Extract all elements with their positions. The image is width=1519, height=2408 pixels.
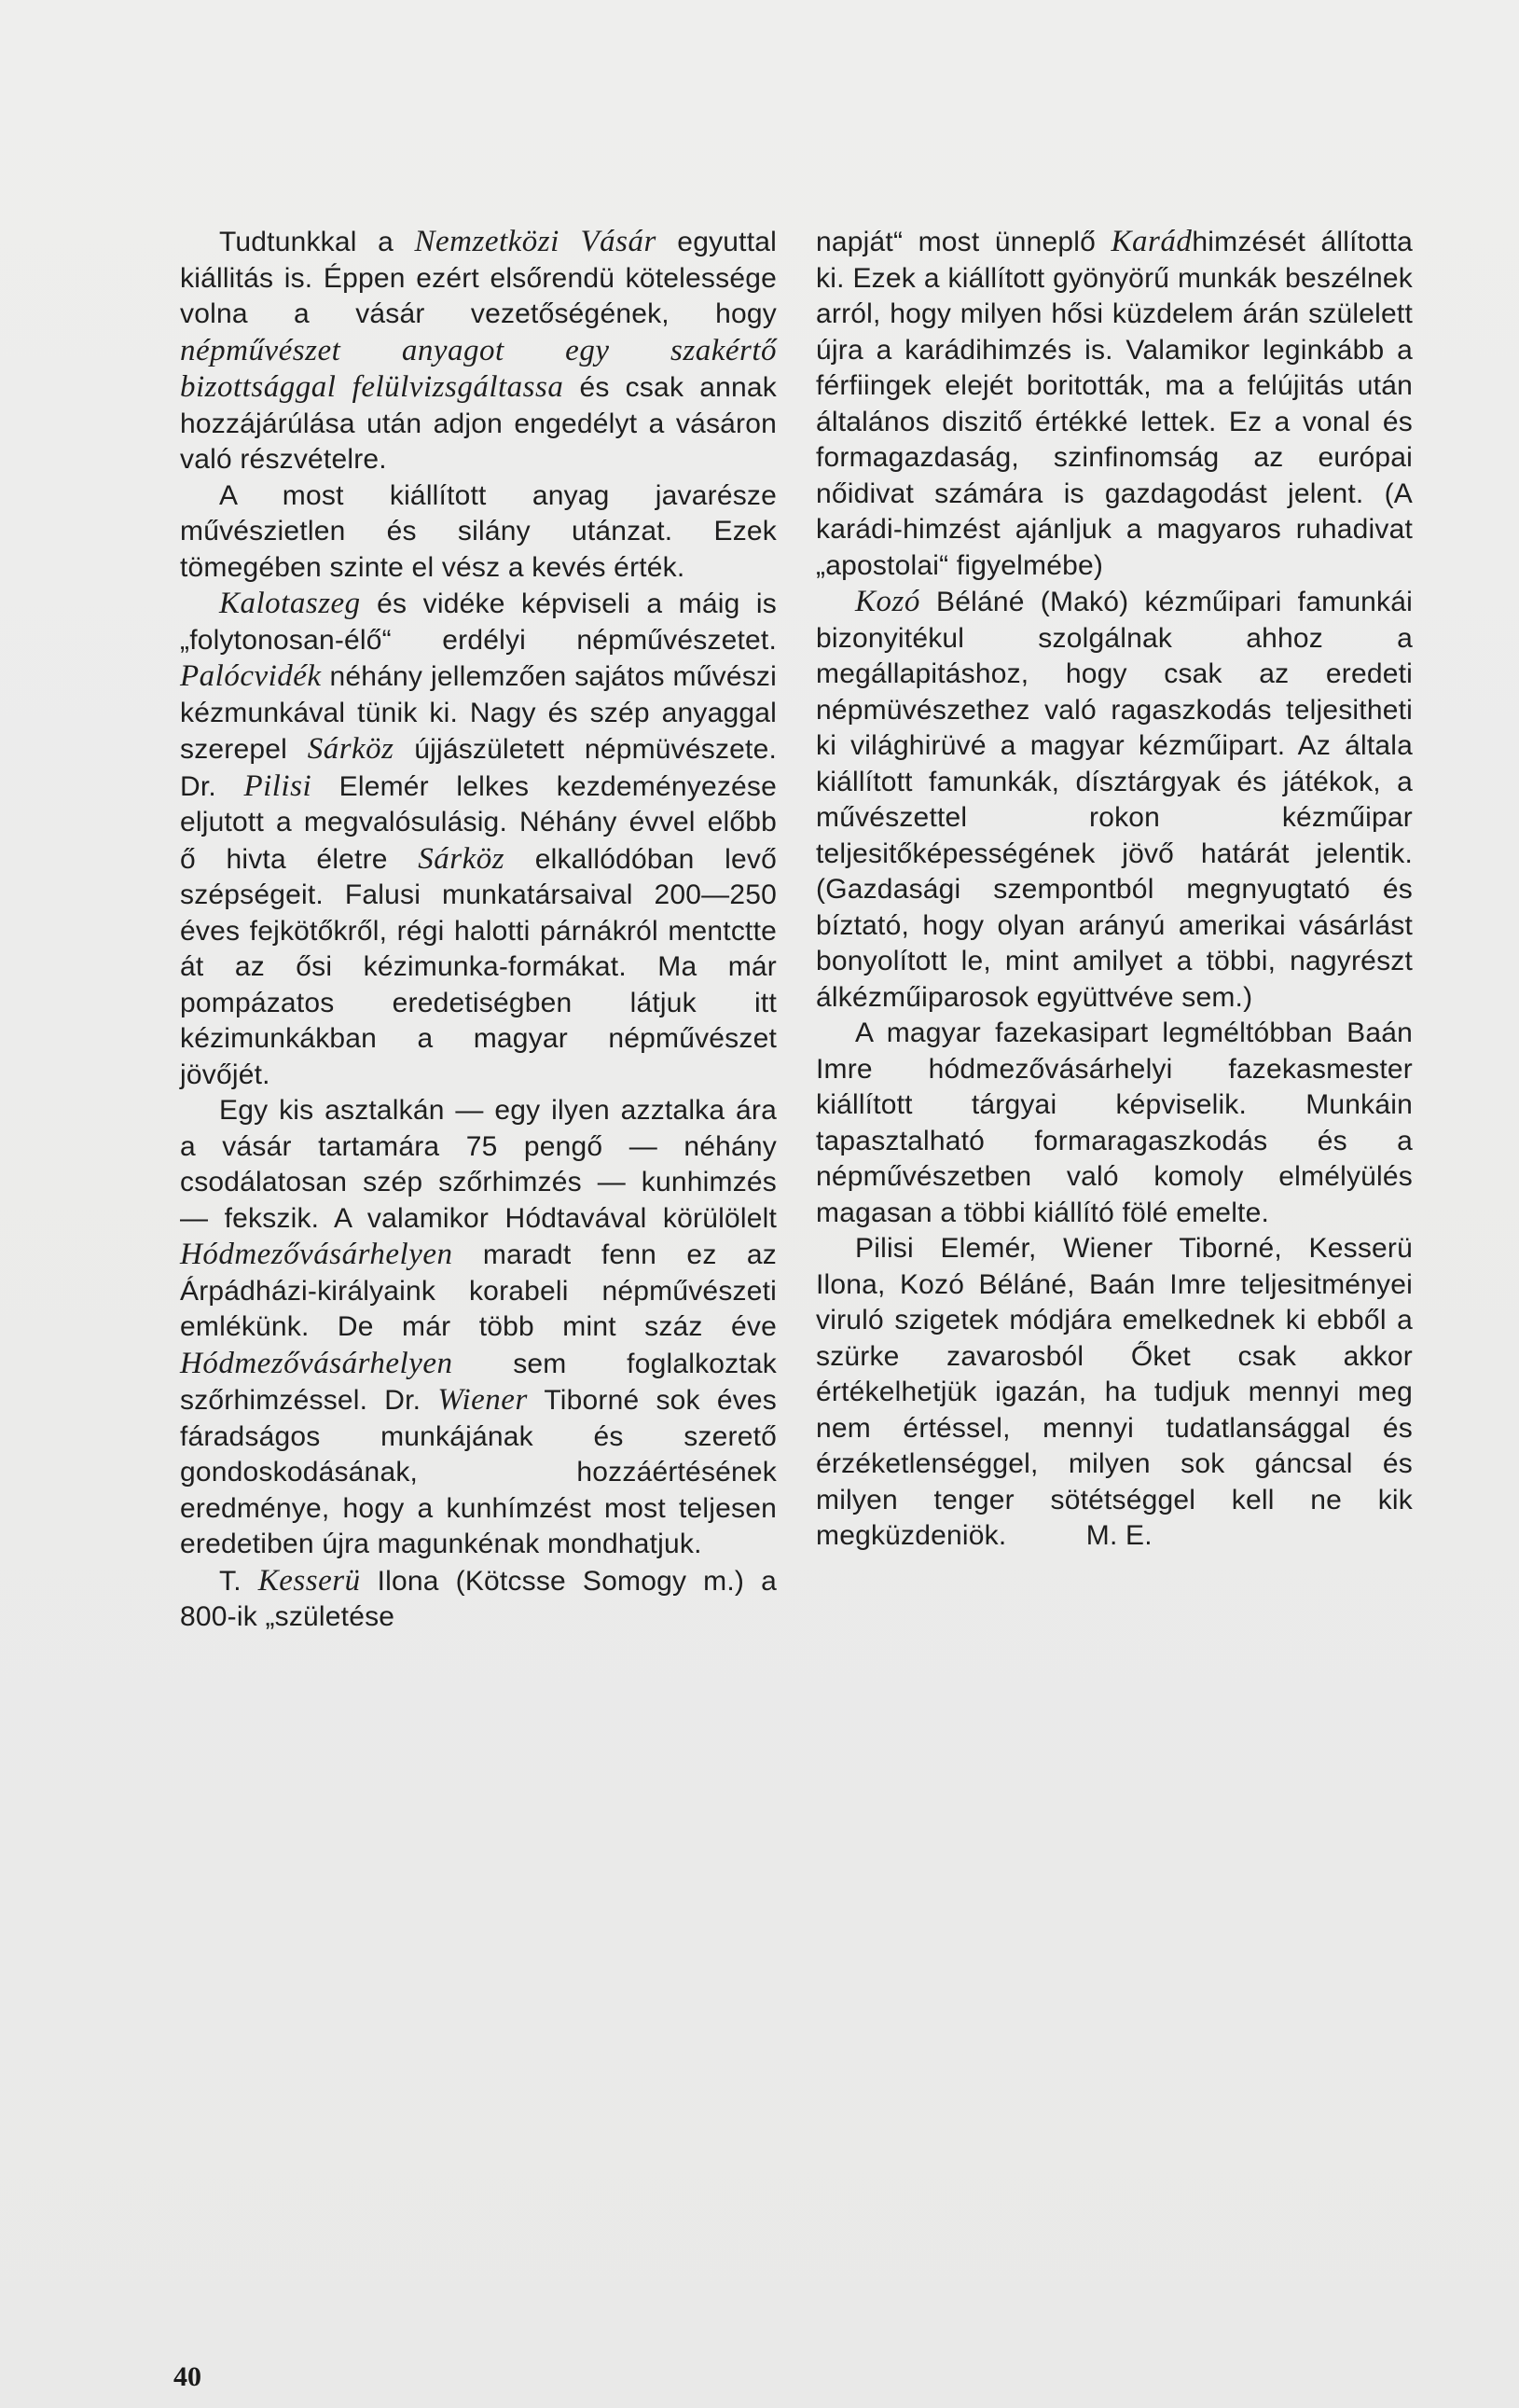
- paragraph-osszegzes: Pilisi Elemér, Wiener Tiborné, Kesserü Ilona, Kozó Béláné, Baán Imre teljesitményei viruló szigetek módjára emelkednek ki ebből a szürke zavarosból Őket csak akkor értékelhetjük igazán, ha tudjuk mennyi meg nem értéssel, mennyi tudatlansággal és érzéketlenséggel, milyen sok gáncsal és milyen tenger sötétséggel kell ne kik megküzdeniök. M. E.: [816, 1233, 1413, 1551]
- emphasis-pilisi: Pilisi: [243, 768, 312, 803]
- emphasis-nemzetkozi-vasar: Nemzetközi Vásár: [414, 225, 656, 258]
- paragraph-fazekasipar: A magyar fazekasipart legméltóbban Baán Imre hódmezővásárhelyi fazekasmester kiállított tárgyai képviselik. Munkáin tapasztalható formaragaszkodás és a népművészetben való komoly elmélyülés magasan a többi kiállító fölé emelte.: [816, 1017, 1413, 1228]
- emphasis-hodmezovasarhely-2: Hódmezővásárhelyen: [180, 1346, 453, 1380]
- paragraph-vasar-kiallitas: Tudtunkkal a Nemzetközi Vásár egyuttal kiállitás is. Éppen ezért elsőrendü kötelessége volna a vásár vezetőségének, hogy népművészet anyagot egy szakértő bizottsággal felülvizsgáltassa és csak annak hozzájárúlása után adjon engedélyt a vásáron való részvételre.: [180, 225, 777, 475]
- paragraph-karad: napját“ most ünneplő Karádhimzését állította ki. Ezek a kiállított gyönyörű munkák beszélnek arról, hogy milyen hősi küzdelem árán szülelett újra a karádihimzés is. Valamikor leginkább a férfiingek elejét boritották, ma a felújitás után általános diszitő értékké lettek. Ez a vonal és formagazdaság, szinfinomság az európai nőidivat számára is gazdagodást jelent. (A karádi-himzést ajánljuk a magyaros ruhadivat „apostolai“ figyelmébe): [816, 225, 1414, 581]
- emphasis-hodmezovasarhely: Hódmezővásárhelyen: [180, 1238, 453, 1271]
- emphasis-kesseru: Kesserü: [257, 1563, 361, 1598]
- right-text-column: [816, 224, 1413, 1555]
- emphasis-sarkoz-2: Sárköz: [418, 841, 505, 876]
- paragraph-utanzat: A most kiállított anyag javarésze művészietlen és silány utánzat. Ezek tömegében szinte el vész a kevés érték.: [180, 479, 777, 583]
- left-text-column: [180, 224, 777, 1636]
- paragraph-kalotaszeg-sarkoz: Kalotaszeg és vidéke képviseli a máig is „folytonosan-élő“ erdélyi népművészetet. Palócvidék néhány jellemzően sajátos művészi kézmunkával tünik ki. Nagy és szép anyaggal szerepel Sárköz újjászületett népmüvészete. Dr. Pilisi Elemér lelkes kezdeményezése eljutott a megvalósulásig. Néhány évvel előbb ő hivta életre Sárköz elkallódóban levő szépségeit. Falusi munkatársaival 200—250 éves fejkötőkről, régi halotti párnákról mentctte át az ősi kézimunka-formákat. Ma már pompázatos eredetiségben látjuk itt kézimunkákban a magyar népművészet jövőjét.: [180, 587, 777, 1090]
- emphasis-wiener: Wiener: [437, 1383, 528, 1417]
- paragraph-kesseru: T. Kesserü Ilona (Kötcsse Somogy m.) a 800-ik „születése: [180, 1563, 777, 1632]
- author-signature: M. E.: [1085, 1520, 1153, 1551]
- paragraph-kozo: Kozó Béláné (Makó) kézműipari famunkái bizonyitékul szolgálnak ahhoz a megállapitáshoz, hogy csak az eredeti népmüvészethez való ragaszkodás teljesitheti ki világhirüvé a magyar kézműipart. Az általa kiállított famunkák, dísztárgyak és játékok, a művészettel rokon kézműipar teljesitőképességének jövő határát jelentik. (Gazdasági szempontból megnyugtató és bíztató, hogy olyan arányú amerikai vásárlást bonyolított le, mint amilyet a többi, nagyrészt álkézműiparosok együttvéve sem.): [816, 585, 1413, 1013]
- paragraph-szorhimzes: Egy kis asztalkán — egy ilyen azztalka ára a vásár tartamára 75 pengő — néhány csodálatosan szép szőrhimzés — kunhimzés — fekszik. A valamikor Hódtavával körülölelt Hódmezővásárhelyen maradt fenn ez az Árpádházi-királyaink korabeli népművészeti emlékünk. De már több mint száz éve Hódmezővásárhelyen sem foglalkoztak szőrhimzéssel. Dr. Wiener Tiborné sok éves fáradságos munkájának és szerető gondoskodásának, hozzáértésének eredménye, hogy a kunhímzést most teljesen eredetiben újra magunkénak mondhatjuk.: [180, 1095, 777, 1559]
- emphasis-sarkoz: Sárköz: [307, 732, 394, 766]
- page-number: 40: [173, 2361, 201, 2392]
- emphasis-palocvidek: Palócvidék: [180, 659, 322, 693]
- emphasis-nepmuveszet-bizottsag: népművészet anyagot egy szakértő bizottsággal felülvizsgáltassa: [180, 333, 777, 404]
- emphasis-kozo: Kozó: [855, 585, 920, 618]
- emphasis-kalotaszeg: Kalotaszeg: [219, 587, 361, 620]
- emphasis-karad: Karád: [1111, 225, 1193, 258]
